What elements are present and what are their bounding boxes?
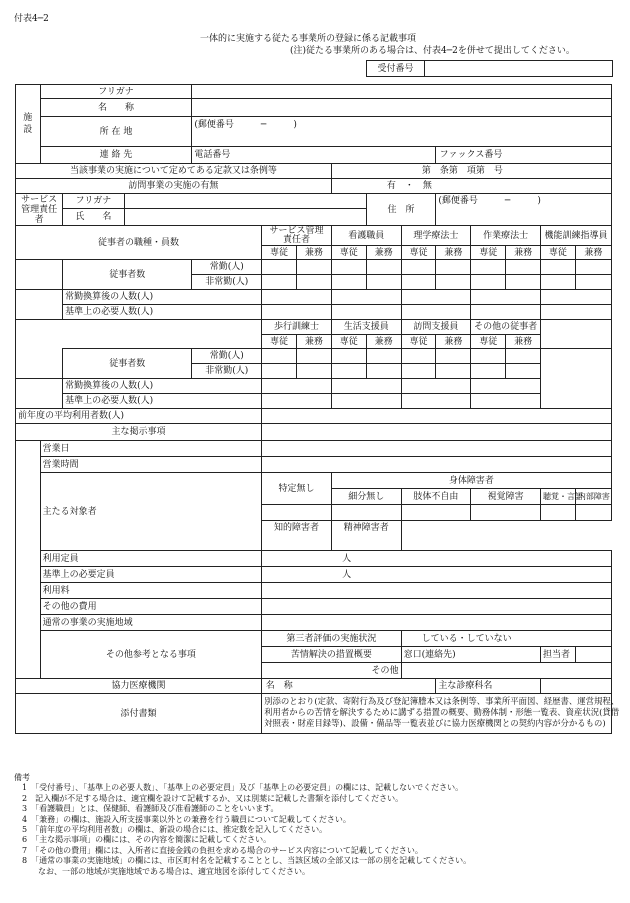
role-nurse: 看護職員 (331, 226, 401, 246)
cell[interactable] (471, 349, 506, 364)
required-count-label-2: 基準上の必要人数(人) (63, 394, 262, 409)
cooperation-name-field[interactable] (296, 679, 435, 694)
main-items-label: 主な掲示事項 (16, 424, 262, 441)
cell[interactable] (401, 260, 436, 275)
subtype-internal: 内部障害 (575, 489, 611, 505)
cell[interactable] (471, 364, 506, 379)
cell[interactable] (331, 505, 401, 521)
avg-users-field[interactable] (262, 409, 612, 424)
manager-address-field[interactable] (436, 194, 612, 226)
other-field[interactable] (401, 663, 611, 679)
receipt-number-label: 受付番号 (367, 61, 425, 77)
cell[interactable] (506, 364, 541, 379)
other-ref-label: その他参考となる事項 (40, 631, 262, 679)
manager-name-label: 氏 名 (63, 209, 125, 226)
concurrent-header: 兼務 (506, 246, 541, 260)
facility-postal-code: (郵便番号 ─ ) (194, 120, 297, 130)
note-line: 3 「看護職員」とは、保健師、看護師及び准看護師のことをいいます。 (14, 804, 279, 814)
cell[interactable] (471, 290, 541, 305)
cell[interactable] (436, 349, 471, 364)
visit-label: 訪問事業の実施の有無 (16, 179, 332, 194)
concurrent-header: 兼務 (506, 335, 541, 349)
note-line: 8 「通常の事業の実施地域」の欄には、市区町村名を記載することとし、当該区域の全部又は一部の別を記載してください。 (14, 856, 472, 866)
cell[interactable] (401, 364, 436, 379)
cell[interactable] (541, 290, 612, 305)
cell[interactable] (471, 275, 506, 290)
registration-form (15, 84, 620, 734)
role-functional-trainer: 機能訓練指導員 (541, 226, 612, 246)
note-line: 5 「前年度の平均利用者数」の欄は、新設の場合には、推定数を記入してください。 (14, 825, 328, 835)
role-walking-trainer: 歩行訓練士 (262, 320, 332, 335)
facility-name-field[interactable] (192, 99, 612, 117)
cell[interactable] (436, 275, 471, 290)
cooperation-dept-field[interactable] (541, 679, 612, 694)
cell[interactable] (471, 379, 541, 394)
manager-address-label: 住 所 (366, 194, 436, 226)
cell[interactable] (262, 364, 297, 379)
rules-label: 当該事業の実施について定めてある定款又は条例等 (16, 164, 332, 179)
required-count-label: 基準上の必要人数(人) (63, 305, 262, 320)
manager-name-field[interactable] (124, 209, 366, 226)
submission-note: (注)従たる事業所のある場合は、付表4─2を併せて提出してください。 (290, 46, 575, 56)
role-physical-therapist: 理学療法士 (401, 226, 471, 246)
cell[interactable] (401, 290, 471, 305)
subtype-none: 細分無し (331, 489, 401, 505)
required-capacity-field[interactable]: 人 (262, 567, 612, 583)
facility-furigana-field[interactable] (192, 85, 612, 99)
fulltime-label-2: 常勤(人) (192, 349, 262, 364)
notes-section (14, 773, 624, 877)
role-visit-support: 訪問支援員 (401, 320, 471, 335)
facility-fax-field[interactable] (506, 147, 612, 164)
third-party-label: 第三者評価の実施状況 (262, 631, 401, 647)
cell[interactable] (366, 275, 401, 290)
avg-users-label: 前年度の平均利用者数(人) (16, 409, 262, 424)
form-number: 付表4─2 (14, 14, 49, 24)
required-capacity-label: 基準上の必要定員 (40, 567, 262, 583)
staff-type-label: 従事者の職種・員数 (16, 226, 262, 260)
cell[interactable] (366, 260, 401, 275)
converted-count-label-2: 常勤換算後の人数(人) (63, 379, 262, 394)
rules-field[interactable]: 第 条第 項第 号 (331, 164, 611, 179)
manager-postal-code: (郵便番号 ─ ) (438, 196, 541, 206)
intellectual-label: 知的障害者 (262, 521, 332, 551)
cell[interactable] (541, 260, 576, 275)
cell[interactable] (262, 349, 297, 364)
cell[interactable] (436, 364, 471, 379)
concurrent-header: 兼務 (436, 335, 471, 349)
concurrent-header: 兼務 (366, 246, 401, 260)
note-line: 6 「主な掲示事項」の欄には、その内容を簡潔に記載してください。 (14, 835, 272, 845)
cooperation-label: 協力医療機関 (16, 679, 262, 694)
subtype-limb: 肢体不自由 (401, 489, 471, 505)
cell[interactable] (401, 305, 471, 320)
business-hours-label: 営業時間 (40, 457, 262, 473)
cell[interactable] (575, 260, 611, 275)
cell[interactable] (436, 260, 471, 275)
cell[interactable] (471, 394, 541, 409)
person-field[interactable] (575, 647, 611, 663)
facility-address-field[interactable] (192, 117, 612, 147)
cell[interactable] (296, 260, 331, 275)
cell[interactable] (296, 349, 331, 364)
staff-count-label-2: 従事者数 (63, 349, 192, 379)
parttime-label: 非常勤(人) (192, 275, 262, 290)
concurrent-header: 兼務 (366, 335, 401, 349)
concurrent-header: 兼務 (296, 246, 331, 260)
facility-furigana-label: フリガナ (40, 85, 192, 99)
cell[interactable] (366, 364, 401, 379)
third-party-field[interactable]: している・していない (401, 631, 611, 647)
cell[interactable] (575, 275, 611, 290)
role-occupational-therapist: 作業療法士 (471, 226, 541, 246)
cell[interactable] (296, 275, 331, 290)
parttime-label-2: 非常勤(人) (192, 364, 262, 379)
visit-field[interactable]: 有 ・ 無 (331, 179, 611, 194)
manager-label: サービス 管理責任者 (16, 194, 63, 226)
cell[interactable] (331, 364, 366, 379)
facility-section-label: 施設 (16, 85, 41, 164)
manager-furigana-label: フリガナ (63, 194, 125, 209)
other-cost-field[interactable] (262, 599, 612, 615)
person-label: 担当者 (541, 647, 576, 663)
complaint-window[interactable]: 窓口(連絡先) (401, 647, 540, 663)
cell[interactable] (541, 275, 576, 290)
cell[interactable] (262, 505, 332, 521)
business-days-field[interactable] (262, 441, 612, 457)
unspecified-label: 特定無し (262, 473, 332, 505)
receipt-number-field[interactable] (425, 61, 613, 77)
receipt-number-table (366, 60, 613, 77)
cell[interactable] (401, 394, 471, 409)
concurrent-header: 兼務 (436, 246, 471, 260)
facility-contact-label: 連 絡 先 (40, 147, 192, 164)
facility-address-label: 所 在 地 (40, 117, 192, 147)
cell[interactable] (296, 364, 331, 379)
other-cost-label: その他の費用 (40, 599, 262, 615)
cell[interactable] (471, 260, 506, 275)
full-time-header: 専従 (262, 335, 297, 349)
cell[interactable] (262, 394, 332, 409)
note-line: 2 記入欄が不足する場合は、適宜欄を設けて記載するか、又は別葉に記載した書類を添付してください。 (14, 793, 404, 803)
full-time-header: 専従 (471, 246, 506, 260)
full-time-header: 専従 (331, 246, 366, 260)
full-time-header: 専従 (401, 246, 436, 260)
concurrent-header: 兼務 (575, 246, 611, 260)
capacity-label: 利用定員 (40, 551, 262, 567)
cooperation-dept-label: 主な診療科名 (436, 679, 541, 694)
converted-count-label: 常勤換算後の人数(人) (63, 290, 262, 305)
cell[interactable] (366, 349, 401, 364)
cell[interactable] (262, 275, 297, 290)
business-days-label: 営業日 (40, 441, 262, 457)
cell[interactable] (331, 290, 401, 305)
mental-label: 精神障害者 (331, 521, 401, 551)
note-line: なお、一部の地域が実施地域である場合は、適宜地図を添付してください。 (14, 866, 310, 876)
cell[interactable] (331, 394, 401, 409)
capacity-field[interactable]: 人 (262, 551, 612, 567)
cell[interactable] (401, 379, 471, 394)
fulltime-label: 常勤(人) (192, 260, 262, 275)
note-line: 7 「その他の費用」欄には、入所者に直接金銭の負担を求める場合のサービス内容について記載してください。 (14, 845, 423, 855)
cell[interactable] (331, 275, 366, 290)
cell[interactable] (506, 260, 541, 275)
full-time-header: 専従 (471, 335, 506, 349)
cooperation-name-label: 名 称 (262, 679, 297, 694)
cell[interactable] (262, 290, 332, 305)
cell[interactable] (541, 505, 576, 521)
concurrent-header: 兼務 (296, 335, 331, 349)
page-title: 一体的に実施する従たる事業所の登録に係る記載事項 (200, 34, 417, 44)
role-service-manager: サービス管理 責任者 (262, 226, 332, 246)
cell[interactable] (401, 275, 436, 290)
full-time-header: 専従 (262, 246, 297, 260)
cell[interactable] (262, 260, 297, 275)
complaint-label: 苦情解決の措置概要 (262, 647, 401, 663)
cell[interactable] (262, 305, 332, 320)
role-life-support: 生活支援員 (331, 320, 401, 335)
full-time-header: 専従 (401, 335, 436, 349)
target-label: 主たる対象者 (40, 473, 262, 551)
full-time-header: 専従 (541, 246, 576, 260)
cell[interactable] (471, 305, 541, 320)
subtype-visual: 視覚障害 (471, 489, 541, 505)
manager-furigana-field[interactable] (124, 194, 366, 209)
main-items-field[interactable] (262, 424, 612, 441)
cell[interactable] (541, 305, 612, 320)
cell[interactable] (401, 505, 471, 521)
cell[interactable] (331, 305, 401, 320)
cell[interactable] (331, 379, 401, 394)
staff-count-label: 従事者数 (63, 260, 192, 290)
facility-fax-label: ファックス番号 (436, 147, 506, 164)
cell[interactable] (471, 505, 541, 521)
cell[interactable] (331, 349, 366, 364)
attachments-text: 別添のとおり(定款、寄附行為及び登記簿謄本又は条例等、事業所平面図、経歴書、運営規程、 利用者からの苦情を解決するために講ずる措置の概要、勤務体制・形態一覧表、資産状況(貸借 対照表・財産目録等)、設備・備品等一覧表並びに協力医療機関との契約内容が分かるもの) (262, 694, 612, 734)
full-time-header: 専従 (331, 335, 366, 349)
fee-label: 利用料 (40, 583, 262, 599)
cell[interactable] (506, 349, 541, 364)
attachments-label: 添付書類 (16, 694, 262, 734)
cell[interactable] (401, 349, 436, 364)
cell[interactable] (575, 505, 611, 521)
facility-phone-label: 電話番号 (192, 147, 227, 164)
area-label: 通常の事業の実施地域 (40, 615, 262, 631)
notes-title: 備考 (14, 773, 30, 782)
facility-name-label: 名 称 (40, 99, 192, 117)
subtype-hearing: 聴覚・言語 (541, 489, 576, 505)
note-line: 4 「兼務」の欄は、施設入所支援事業以外との兼務を行う職員について記載してください。 (14, 814, 351, 824)
note-line: 1 「受付番号」、「基準上の必要人数」、「基準上の必要定員」及び「基準上の必要定員」の欄には、記載しないでください。 (14, 783, 464, 793)
role-other-staff: その他の従事者 (471, 320, 541, 335)
business-hours-field[interactable] (262, 457, 612, 473)
facility-phone-field[interactable] (227, 147, 436, 164)
cell[interactable] (262, 379, 332, 394)
physical-label: 身体障害者 (331, 473, 611, 489)
fee-field[interactable] (262, 583, 612, 599)
cell[interactable] (331, 260, 366, 275)
cell[interactable] (506, 275, 541, 290)
other-label: その他 (262, 663, 401, 679)
area-field[interactable] (262, 615, 612, 631)
